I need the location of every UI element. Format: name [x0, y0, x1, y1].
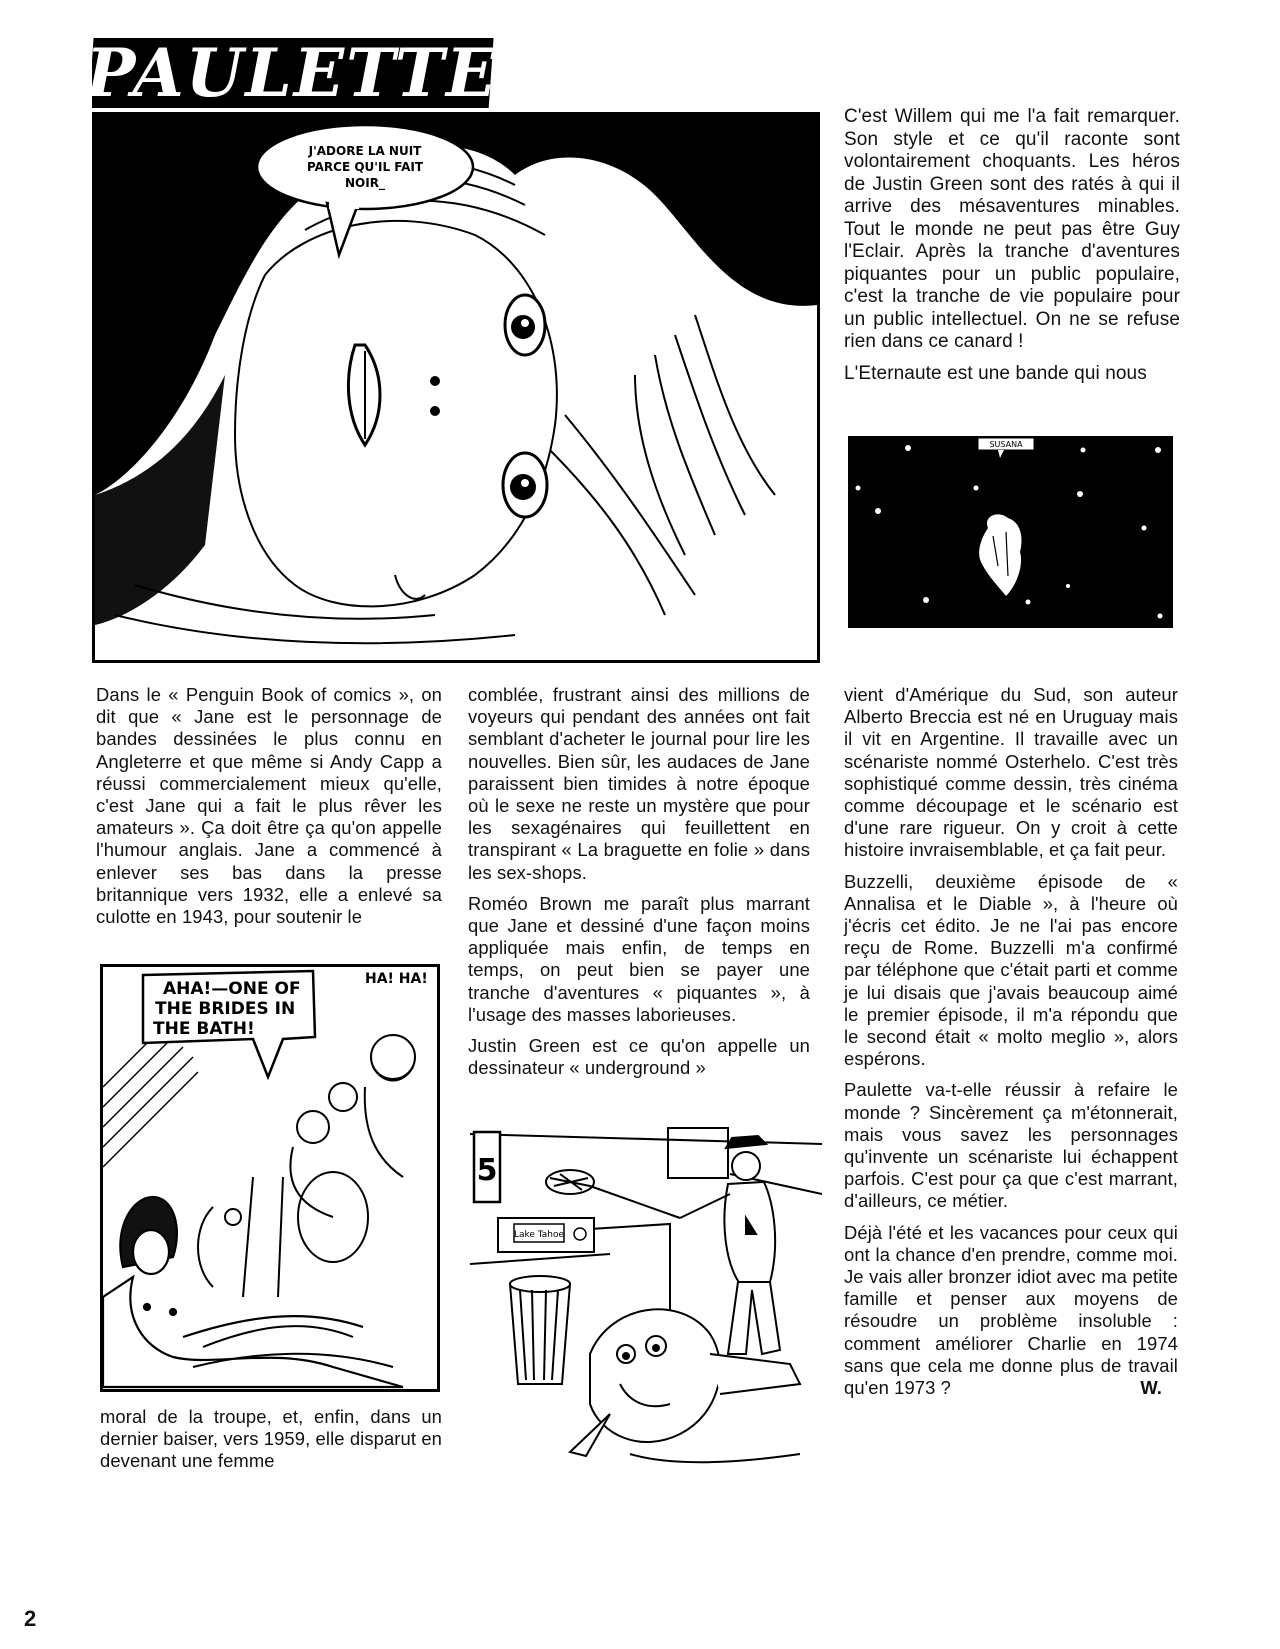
comic-panel-space — [848, 436, 1173, 628]
svg-text:5: 5 — [476, 1153, 498, 1188]
paragraph: C'est Willem qui me l'a fait remarquer. Son style et ce qu'il raconte sont volontairement choquants. Les héros de Justin Green sont des ratés à qui il arrive des mésaventures minables. Tout le monde ne peut pas être Guy l'Eclair. Après la tranche d'aventures piquantes pour un public populaire, c'est la tranche de vie populaire pour un public intellectuel. On ne se refuse rien dans ce canard ! — [844, 106, 1180, 352]
paragraph: Dans le « Penguin Book of comics », on dit que « Jane est le personnage de bandes dessinées le plus connu en Angleterre et que même si Andy Capp a réussi commercialement mieux qu'elle, c'est Jane qui a fait le plus rêver les amateurs ». Ça doit être ça qu'on appelle l'humour anglais. Jane a commencé à enlever ses bas dans la presse britannique vers 1932, elle a enlevé sa culotte en 1943, pour soutenir le — [96, 684, 442, 928]
text-column-1-bottom — [100, 1406, 442, 1482]
text-column-2 — [468, 684, 810, 1088]
paragraph: Buzzelli, deuxième épisode de « Annalisa et le Diable », à l'heure où j'écris cet édito. Je ne l'ai pas encore reçu de Rome. Buzzelli m'a confirmé par téléphone que c'était parti et comme je lui disais que j'avais beaucoup aimé le premier épisode, il m'a répondu que le second était « molto meglio », alors espérons. — [844, 870, 1178, 1070]
paragraph: comblée, frustrant ainsi des millions de voyeurs qui pendant des années ont fait semblant d'acheter le journal pour lire les nouvelles. Bien sûr, les audaces de Jane paraissent bien timides à notre époque où le sexe ne reste un mystère que pour les sexagénaires qui feuillettent en transpirant « La braguette en folie » dans les sex-shops. — [468, 684, 810, 883]
text-column-right-top — [844, 106, 1180, 394]
paragraph: Justin Green est ce qu'on appelle un dessinateur « underground » — [468, 1035, 810, 1079]
svg-text:THE BATH!: THE BATH! — [153, 1019, 255, 1039]
eye-lower — [503, 453, 547, 517]
svg-text:Lake Tahoe: Lake Tahoe — [513, 1230, 565, 1240]
paragraph: moral de la troupe, et, enfin, dans un dernier baiser, vers 1959, elle disparut en devenant une femme — [100, 1406, 442, 1472]
eye-upper — [505, 295, 545, 355]
svg-text:J'ADORE LA NUIT: J'ADORE LA NUIT — [308, 144, 422, 158]
text-column-3 — [844, 684, 1178, 1399]
paulette-logo — [92, 32, 502, 114]
svg-text:PAULETTE: PAULETTE — [92, 34, 499, 112]
comic-panel-jane — [100, 964, 440, 1392]
signature: W. — [1140, 1377, 1162, 1399]
paragraph: Déjà l'été et les vacances pour ceux qui ont la chance d'en prendre, comme moi. Je vais aller bronzer idiot avec ma petite famille et penser aux moyens de résoudre un problème insoluble : comment améliorer Charlie en 1974 sans que cela me donne plus de travail qu'en 1973 ? W. — [844, 1221, 1178, 1399]
comic-panel-justin-green — [470, 1114, 822, 1476]
paragraph: vient d'Amérique du Sud, son auteur Alberto Breccia est né en Uruguay mais il vit en Argentine. Il travaille avec un scénariste nommé Osterhelo. C'est très sophistiqué comme dessin, très cinéma comme découpage et le scénario est d'une rare rigueur. On y croit à cette histoire invraisemblable, et ça fait peur. — [844, 684, 1178, 861]
svg-text:SUSANA: SUSANA — [989, 440, 1023, 449]
svg-text:AHA!—ONE OF: AHA!—ONE OF — [163, 979, 301, 999]
svg-text:THE BRIDES IN: THE BRIDES IN — [155, 999, 296, 1019]
paragraph: L'Eternaute est une bande qui nous — [844, 362, 1147, 384]
lake-tahoe-sign — [498, 1218, 594, 1252]
paragraph: Paulette va-t-elle réussir à refaire le monde ? Sincèrement ça m'étonnerait, mais vous savez les personnages qu'invente un scénariste lui échappent parfois. C'est pour ça que c'est marrant, d'ailleurs, ce métier. — [844, 1079, 1178, 1212]
svg-text:NOIR_: NOIR_ — [345, 176, 385, 190]
street-number-sign — [474, 1132, 500, 1202]
svg-text:PARCE QU'IL FAIT: PARCE QU'IL FAIT — [306, 160, 424, 174]
paragraph: Roméo Brown me paraît plus marrant que Jane et dessiné d'une façon moins appliquée mais enfin, de temps en temps, on peut bien se payer une tranche d'aventures « piquantes », à l'usage des masses laborieuses. — [468, 892, 810, 1025]
text-column-1 — [96, 684, 442, 937]
comic-panel-face — [92, 112, 820, 663]
page-number: 2 — [24, 1606, 37, 1631]
svg-text:HA! HA!: HA! HA! — [365, 971, 428, 987]
